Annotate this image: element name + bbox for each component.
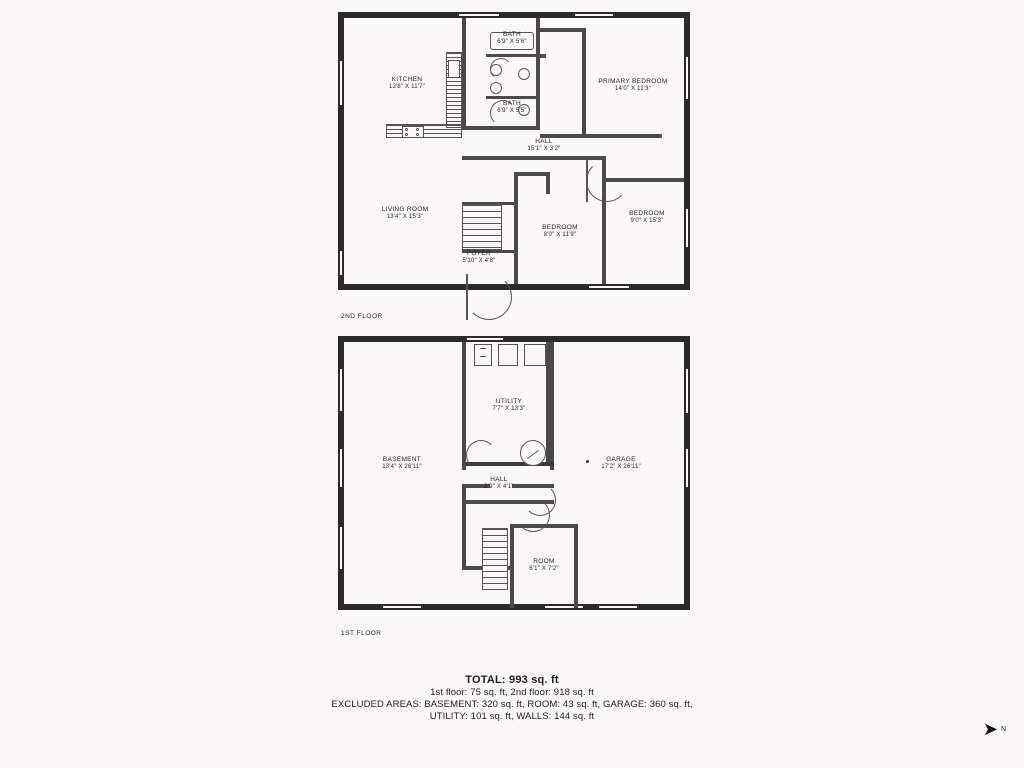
window — [339, 250, 343, 276]
stairs — [462, 204, 502, 250]
room-label-primary-bedroom — [578, 78, 688, 94]
room-dims: 15'1" X 3'2" — [527, 146, 561, 153]
second-floor-plan — [338, 12, 690, 290]
tick-mark — [480, 356, 486, 357]
room-label-room — [506, 558, 582, 574]
toilet-fixture — [518, 68, 530, 80]
interior-wall — [540, 54, 546, 58]
room-dims: 17'2" X 26'11" — [601, 464, 641, 471]
interior-wall — [550, 342, 554, 470]
room-dims: 13'4" X 26'11" — [382, 464, 422, 471]
door-swing — [516, 498, 550, 532]
interior-wall — [462, 18, 466, 130]
interior-wall — [486, 54, 540, 57]
window — [339, 368, 343, 412]
room-label-utility — [468, 398, 550, 414]
exterior-wall-left — [338, 12, 344, 290]
total-area: TOTAL: 993 sq. ft — [465, 674, 559, 686]
room-label-bath-lower — [472, 100, 552, 116]
north-arrow-icon: ➤ — [982, 719, 998, 739]
door-leaf — [586, 160, 588, 202]
window — [544, 605, 584, 609]
door-leaf — [466, 274, 468, 320]
interior-wall — [462, 126, 540, 130]
north-label: N — [1000, 725, 1006, 733]
interior-wall — [462, 486, 466, 570]
room-dims: 6'9" X 5'5" — [497, 108, 527, 115]
room-name: BATH — [502, 100, 522, 107]
window — [574, 13, 614, 17]
window — [588, 285, 630, 289]
interior-wall — [514, 172, 518, 284]
burner-icon — [416, 128, 419, 131]
burner-icon — [405, 128, 408, 131]
first-floor-plan — [338, 336, 690, 610]
room-dims: 8'0" X 11'9" — [543, 232, 577, 239]
room-name: ROOM — [533, 558, 555, 565]
window — [382, 605, 422, 609]
burner-icon — [405, 133, 408, 136]
room-name: HALL — [535, 138, 553, 145]
room-dims: 7'7" X 13'3" — [492, 406, 526, 413]
burner-icon — [416, 133, 419, 136]
room-dims: 5'10" X 4'8" — [462, 258, 496, 265]
room-name: BEDROOM — [542, 224, 578, 231]
room-label-kitchen — [362, 76, 452, 92]
excluded-areas-line2: UTILITY: 101 sq. ft, WALLS: 144 sq. ft — [429, 711, 595, 722]
furnace-fixture — [498, 344, 518, 366]
window — [458, 13, 500, 17]
window — [598, 605, 638, 609]
window — [466, 337, 504, 341]
room-label-bedroom-right — [610, 210, 684, 226]
room-name: BATH — [502, 31, 522, 38]
exterior-wall-top — [338, 336, 690, 342]
room-label-garage — [564, 456, 678, 472]
room-name: KITCHEN — [391, 76, 423, 83]
exterior-wall-top — [338, 12, 690, 18]
window — [339, 526, 343, 570]
window — [685, 448, 689, 488]
room-label-living-room — [356, 206, 454, 222]
window — [685, 368, 689, 414]
window — [685, 208, 689, 248]
compass — [983, 720, 1006, 738]
stairs — [482, 528, 508, 590]
floor-caption-first: 1ST FLOOR — [341, 630, 382, 637]
room-name: BASEMENT — [382, 456, 422, 463]
exterior-wall-right — [684, 12, 690, 290]
room-label-foyer — [436, 250, 522, 266]
excluded-areas-line1: EXCLUDED AREAS: BASEMENT: 320 sq. ft, ROOM: 43 sq. ft, GARAGE: 360 sq. ft, — [331, 699, 693, 710]
room-dims: 6'1" X 7'2" — [529, 566, 559, 573]
room-name: GARAGE — [606, 456, 636, 463]
area-summary — [0, 674, 1024, 722]
room-dims: 12'8" X 11'7" — [388, 84, 426, 91]
room-dims: 13'4" X 15'3" — [386, 214, 424, 221]
room-dims: 6'9" X 5'6" — [497, 39, 527, 46]
interior-wall — [546, 172, 550, 194]
tick-mark — [480, 348, 486, 349]
appliance-fixture — [524, 344, 546, 366]
room-dims: 9'0" X 15'3" — [630, 218, 664, 225]
sink-fixture — [490, 64, 502, 76]
room-name: HALL — [490, 476, 508, 483]
room-name: UTILITY — [495, 398, 523, 405]
window — [339, 448, 343, 488]
marker-dot — [586, 460, 589, 463]
sink-fixture — [490, 82, 502, 94]
floor-caption-second: 2ND FLOOR — [341, 313, 383, 320]
door-swing — [586, 160, 628, 202]
exterior-wall-bottom — [338, 284, 690, 290]
interior-wall — [462, 156, 606, 160]
room-name: PRIMARY BEDROOM — [598, 78, 668, 85]
room-name: FOYER — [467, 250, 491, 257]
floor-breakdown: 1st floor: 75 sq. ft, 2nd floor: 918 sq. ft — [430, 687, 594, 698]
room-name: BEDROOM — [629, 210, 665, 217]
room-label-bath-upper — [472, 31, 552, 47]
interior-wall — [486, 96, 540, 99]
door-swing — [466, 274, 512, 320]
room-name: LIVING ROOM — [381, 206, 429, 213]
interior-wall — [514, 172, 550, 176]
room-label-basement — [354, 456, 450, 472]
room-dims: 14'0" X 11'3" — [614, 86, 652, 93]
kitchen-counter — [386, 124, 462, 138]
room-label-hall — [504, 138, 584, 154]
room-dims: 2'9" X 4'1" — [484, 484, 514, 491]
door-swing — [466, 440, 496, 470]
window — [339, 60, 343, 106]
room-label-bedroom-small — [520, 224, 600, 240]
room-label-hall — [460, 476, 538, 492]
